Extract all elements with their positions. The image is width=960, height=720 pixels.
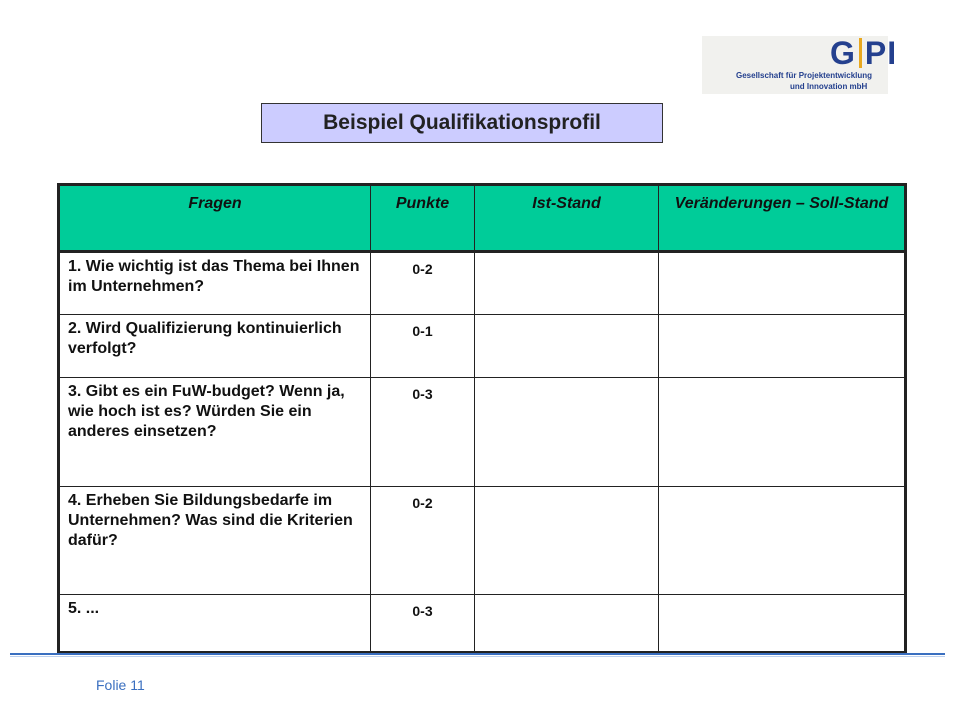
points-cell: 0-3 — [371, 378, 475, 487]
header-punkte: Punkte — [371, 185, 475, 252]
gpi-logo — [702, 35, 898, 94]
question-cell: 1. Wie wichtig ist das Thema bei Ihnen im Unternehmen? — [59, 252, 371, 315]
soll-cell[interactable] — [659, 595, 906, 653]
slide-number: Folie 11 — [96, 677, 145, 693]
question-cell: 4. Erheben Sie Bildungsbedarfe im Unternehmen? Was sind die Kriterien dafür? — [59, 487, 371, 595]
footer-divider-light — [10, 656, 945, 657]
logo-mark-left: G — [830, 35, 856, 71]
logo-mark — [830, 36, 897, 70]
footer-divider — [10, 653, 945, 655]
soll-cell[interactable] — [659, 315, 906, 378]
header-soll-stand: Veränderungen – Soll-Stand — [659, 185, 906, 252]
profile-table — [57, 183, 907, 654]
points-cell: 0-2 — [371, 252, 475, 315]
logo-subtitle — [736, 70, 872, 92]
points-cell: 0-2 — [371, 487, 475, 595]
table-row — [59, 252, 906, 315]
table-row — [59, 315, 906, 378]
table-row — [59, 595, 906, 653]
question-cell: 2. Wird Qualifizierung kontinuierlich verfolgt? — [59, 315, 371, 378]
question-cell: 5. ... — [59, 595, 371, 653]
table-header-row — [59, 185, 906, 252]
table-row — [59, 378, 906, 487]
question-cell: 3. Gibt es ein FuW-budget? Wenn ja, wie hoch ist es? Würden Sie ein anderes einsetzen? — [59, 378, 371, 487]
points-cell: 0-1 — [371, 315, 475, 378]
ist-cell[interactable] — [475, 378, 659, 487]
soll-cell[interactable] — [659, 487, 906, 595]
ist-cell[interactable] — [475, 487, 659, 595]
soll-cell[interactable] — [659, 378, 906, 487]
slide-title: Beispiel Qualifikationsprofil — [261, 103, 663, 143]
logo-mark-right: PI — [864, 35, 898, 71]
header-ist-stand: Ist-Stand — [475, 185, 659, 252]
soll-cell[interactable] — [659, 252, 906, 315]
logo-sub-line1: Gesellschaft für Projektentwicklung — [736, 71, 873, 80]
ist-cell[interactable] — [475, 595, 659, 653]
table-row — [59, 487, 906, 595]
ist-cell[interactable] — [475, 252, 659, 315]
ist-cell[interactable] — [475, 315, 659, 378]
logo-sub-line2: und Innovation mbH — [790, 82, 868, 91]
logo-divider — [859, 38, 862, 68]
header-fragen: Fragen — [59, 185, 371, 252]
points-cell: 0-3 — [371, 595, 475, 653]
